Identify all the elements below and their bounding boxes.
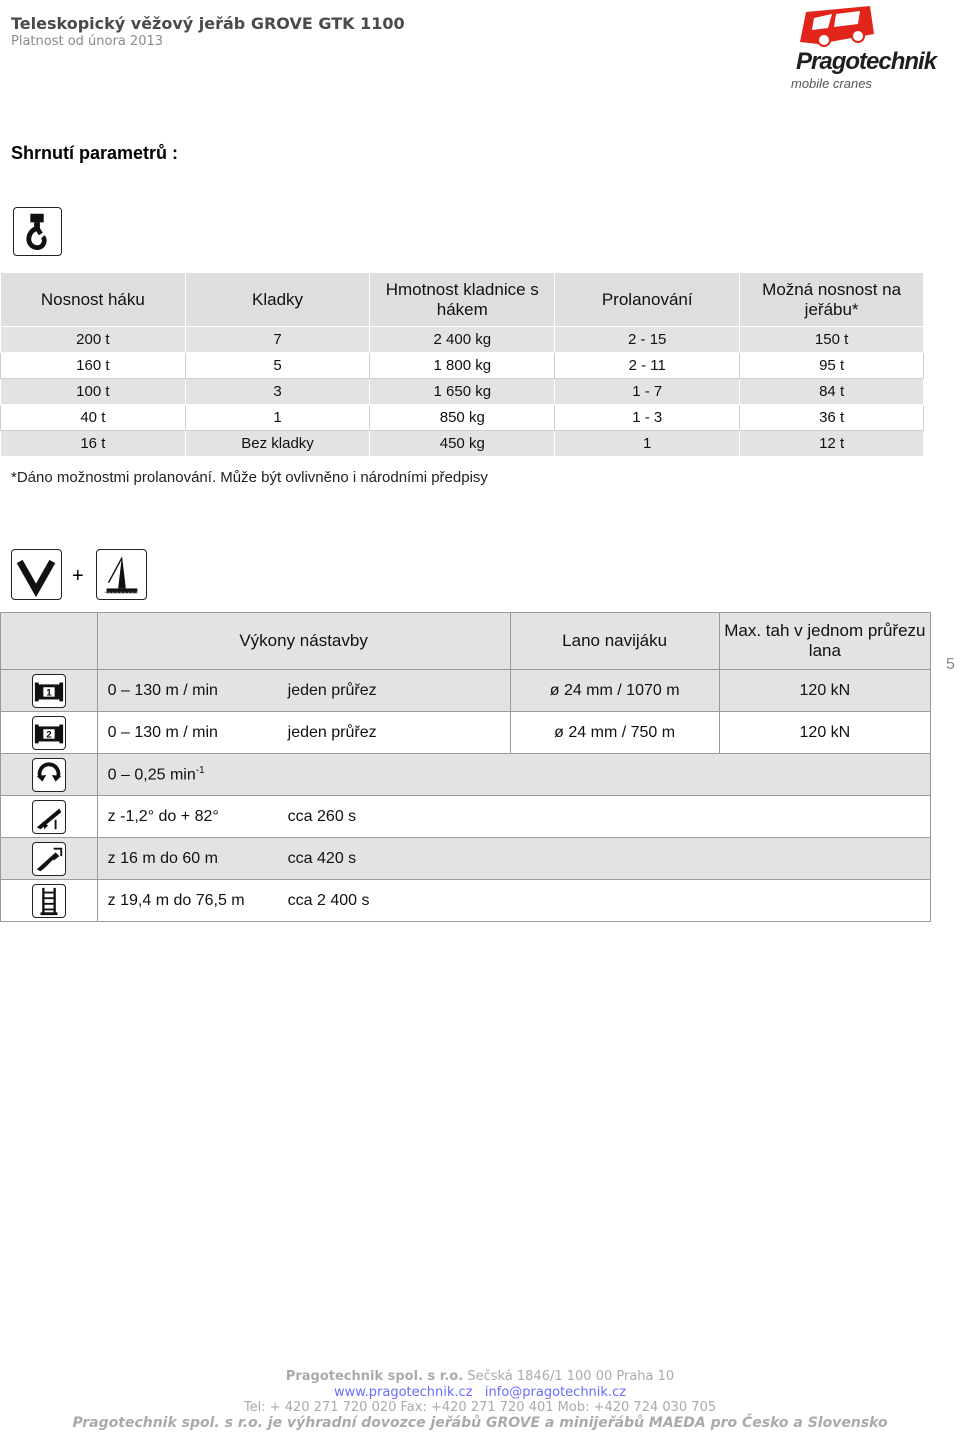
- logo-tagline: mobile cranes: [791, 76, 872, 91]
- company-logo: [788, 4, 948, 94]
- table-row: [1, 838, 931, 880]
- column-header: Hmotnost kladnice s hákem: [370, 273, 555, 327]
- column-header: Kladky: [185, 273, 370, 327]
- performance-detail: cca 2 400 s: [287, 891, 370, 909]
- performance-cell: [97, 796, 930, 838]
- table-cell: 40 t: [1, 405, 186, 431]
- performance-value: 0 – 130 m / min: [107, 723, 218, 741]
- row-icon-cell: [1, 796, 98, 838]
- table-cell: 12 t: [740, 431, 924, 457]
- boom-v-icon: [11, 549, 62, 600]
- column-header: Nosnost háku: [1, 273, 186, 327]
- table-cell: 100 t: [1, 379, 186, 405]
- table-cell: 1 - 7: [555, 379, 740, 405]
- performance-detail: jeden průřez: [287, 681, 377, 699]
- table-cell: 1 - 3: [555, 405, 740, 431]
- row-icon-cell: [1, 754, 98, 796]
- table-cell: 84 t: [740, 379, 924, 405]
- table-cell: 200 t: [1, 327, 186, 353]
- slewing-icon: [32, 758, 66, 792]
- plus-sign: +: [72, 565, 84, 587]
- crane-hook-icon: [13, 207, 62, 256]
- column-header: Možná nosnost na jeřábu*: [740, 273, 924, 327]
- document-title: Teleskopický věžový jeřáb GROVE GTK 1100: [11, 14, 405, 33]
- performance-cell: [97, 838, 930, 880]
- footer-web-link[interactable]: www.pragotechnik.cz: [333, 1385, 473, 1400]
- performance-cell: [97, 880, 930, 922]
- table-cell: 1: [185, 405, 370, 431]
- performance-detail: cca 420 s: [287, 849, 357, 867]
- table-cell: 160 t: [1, 353, 186, 379]
- table-cell: 3: [185, 379, 370, 405]
- icon-column-header: [1, 613, 98, 670]
- performance-value: 0 – 130 m / min: [107, 681, 218, 699]
- performance-cell: [97, 670, 510, 712]
- table-row: [1, 431, 924, 457]
- rope-cell: ø 24 mm / 1070 m: [510, 670, 719, 712]
- table-row: [1, 379, 924, 405]
- performance-cell: [97, 754, 930, 796]
- table-cell: 1: [555, 431, 740, 457]
- table-row: [1, 712, 931, 754]
- table-cell: 2 - 11: [555, 353, 740, 379]
- row-icon-cell: [1, 880, 98, 922]
- footer-phones: Tel: + 420 271 720 020 Fax: +420 271 720 401 Mob: +420 724 030 705: [243, 1400, 717, 1415]
- boom-luffing-icon: [32, 800, 66, 834]
- row-icon-cell: [1, 712, 98, 754]
- footer-tagline: Pragotechnik spol. s r.o. je výhradní dovozce jeřábů GROVE a minijeřábů MAEDA pro Česko a Slovensko: [72, 1415, 888, 1431]
- svg-text:1: 1: [46, 686, 52, 698]
- hook-capacity-table: [0, 272, 924, 457]
- table-cell: 7: [185, 327, 370, 353]
- column-header: Max. tah v jednom průřezu lana: [719, 613, 930, 670]
- table-cell: 450 kg: [370, 431, 555, 457]
- unit-exponent: -1: [195, 764, 205, 776]
- boom-telescoping-icon: [32, 842, 66, 876]
- row-icon-cell: [1, 670, 98, 712]
- performance-value: 0 – 0,25 min: [107, 766, 196, 784]
- column-header: Lano navijáku: [510, 613, 719, 670]
- winch-1-icon: [32, 674, 66, 708]
- performance-detail: jeden průřez: [287, 723, 377, 741]
- section-heading: Shrnutí parametrů :: [11, 143, 179, 163]
- table-cell: 150 t: [740, 327, 924, 353]
- table-cell: 1 800 kg: [370, 353, 555, 379]
- footer-line-1: [0, 1369, 960, 1384]
- performance-table: [0, 612, 931, 922]
- column-header: Výkony nástavby: [97, 613, 510, 670]
- table-cell: 2 - 15: [555, 327, 740, 353]
- performance-value: z -1,2° do + 82°: [107, 807, 219, 825]
- performance-cell: [97, 712, 510, 754]
- table-row: [1, 796, 931, 838]
- performance-value: z 16 m do 60 m: [107, 849, 218, 867]
- table-cell: Bez kladky: [185, 431, 370, 457]
- table-cell: 36 t: [740, 405, 924, 431]
- tower-height-icon: [32, 884, 66, 918]
- max-pull-cell: 120 kN: [719, 670, 930, 712]
- table-cell: 16 t: [1, 431, 186, 457]
- tower-crane-icon: [96, 549, 147, 600]
- table-cell: 2 400 kg: [370, 327, 555, 353]
- performance-detail: cca 260 s: [287, 807, 357, 825]
- table-row: [1, 670, 931, 712]
- column-header: Prolanování: [555, 273, 740, 327]
- footer-company: Pragotechnik spol. s r.o.: [285, 1369, 464, 1384]
- table-row: [1, 327, 924, 353]
- table-row: [1, 880, 931, 922]
- table-cell: 95 t: [740, 353, 924, 379]
- winch-2-icon: [32, 716, 66, 750]
- performance-value: z 19,4 m do 76,5 m: [107, 891, 245, 909]
- table-row: [1, 405, 924, 431]
- table-cell: 5: [185, 353, 370, 379]
- footer-address: Sečská 1846/1 100 00 Praha 10: [467, 1369, 675, 1384]
- footer-email-link[interactable]: info@pragotechnik.cz: [484, 1385, 627, 1400]
- page-number: 5: [946, 656, 955, 673]
- logo-car-icon: [788, 4, 948, 54]
- table-row: [1, 353, 924, 379]
- rope-cell: ø 24 mm / 750 m: [510, 712, 719, 754]
- row-icon-cell: [1, 838, 98, 880]
- max-pull-cell: 120 kN: [719, 712, 930, 754]
- table-cell: 850 kg: [370, 405, 555, 431]
- footer-line-2: [0, 1385, 960, 1400]
- table-cell: 1 650 kg: [370, 379, 555, 405]
- table-footnote: *Dáno možnostmi prolanování. Může být ovlivněno i národními předpisy: [11, 469, 488, 486]
- svg-text:2: 2: [46, 728, 52, 740]
- table-row: [1, 754, 931, 796]
- logo-wordmark: Pragotechnik: [796, 48, 937, 75]
- document-subtitle: Platnost od února 2013: [11, 34, 164, 49]
